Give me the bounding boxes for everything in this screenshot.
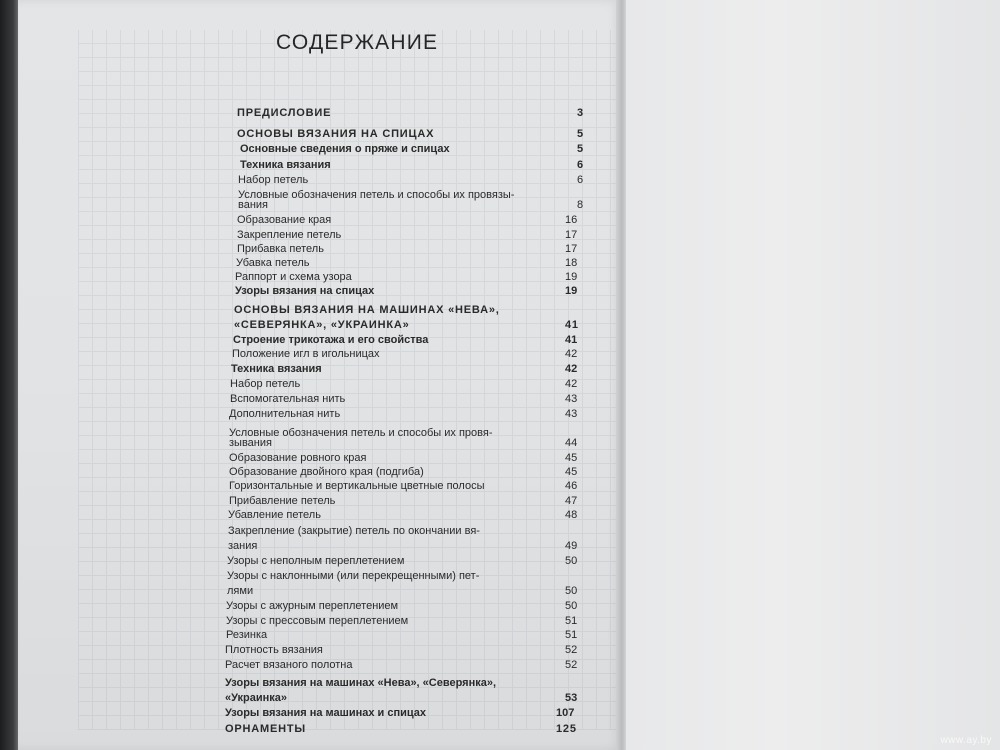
toc-entry-title: Основные сведения о пряже и спицах	[240, 143, 450, 155]
toc-entry	[18, 569, 622, 584]
toc-entry-page: 8	[577, 199, 584, 211]
toc-entry-title: Раппорт и схема узора	[235, 271, 352, 283]
page-title: СОДЕРЖАНИЕ	[276, 31, 439, 54]
toc-entry	[18, 628, 622, 643]
toc-entry-page: 19	[565, 271, 578, 283]
toc-entry	[18, 256, 622, 271]
toc-entry	[18, 362, 622, 377]
toc-entry-title: зания	[228, 540, 258, 552]
toc-entry	[18, 333, 622, 348]
toc-entry-title: Резинка	[226, 629, 268, 641]
toc-entry	[18, 465, 622, 480]
toc-entry	[18, 584, 622, 599]
toc-entry-title: зывания	[229, 437, 272, 449]
toc-entry-title: ОСНОВЫ ВЯЗАНИЯ НА СПИЦАХ	[237, 128, 435, 140]
toc-entry-page: 5	[577, 128, 584, 140]
toc-entry	[18, 508, 622, 523]
toc-entry-page: 50	[565, 600, 578, 612]
watermark: www.ay.by	[940, 735, 992, 746]
toc-entry-page: 6	[577, 174, 584, 186]
toc-entry	[18, 198, 622, 213]
toc-entry-title: Убавление петель	[228, 509, 321, 521]
toc-entry	[18, 451, 622, 466]
toc-entry-page: 50	[565, 555, 578, 567]
toc-entry-title: Образование края	[237, 214, 332, 226]
toc-entry-title: Строение трикотажа и его свойства	[233, 334, 429, 346]
toc-entry-title: «СЕВЕРЯНКА», «УКРАИНКА»	[234, 319, 410, 331]
toc-entry-page: 43	[565, 393, 578, 405]
toc-entry-title: Узоры вязания на машинах и спицах	[225, 707, 427, 719]
toc-entry-title: Узоры с ажурным переплетением	[226, 600, 399, 612]
toc-entry-page: 6	[577, 159, 584, 171]
toc-entry	[18, 284, 622, 299]
toc-entry	[18, 347, 622, 362]
toc-entry-title: ПРЕДИСЛОВИЕ	[237, 107, 332, 119]
toc-entry	[18, 554, 622, 569]
toc-entry-title: Закрепление (закрытие) петель по окончании вя-	[228, 525, 480, 537]
toc-entry	[18, 599, 622, 614]
toc-entry	[18, 706, 622, 721]
toc-entry	[18, 377, 622, 392]
toc-entry-title: вания	[238, 199, 269, 211]
toc-entry-page: 45	[565, 452, 578, 464]
toc-entry-title: Дополнительная нить	[229, 408, 341, 420]
toc-entry-page: 107	[556, 707, 575, 719]
toc-entry	[18, 524, 622, 539]
toc-entry-page: 42	[565, 363, 578, 375]
toc-entry	[18, 658, 622, 673]
toc-entry-title: Прибавление петель	[229, 495, 336, 507]
toc-entry	[18, 318, 622, 333]
toc-entry-page: 53	[565, 692, 578, 704]
book-page	[18, 0, 622, 750]
toc-entry-page: 46	[565, 480, 578, 492]
toc-entry-page: 41	[565, 334, 578, 346]
toc-entry-title: ОСНОВЫ ВЯЗАНИЯ НА МАШИНАХ «НЕВА»,	[234, 304, 500, 316]
toc-entry-page: 18	[565, 257, 578, 269]
toc-entry	[18, 407, 622, 422]
toc-entry-title: Техника вязания	[240, 159, 331, 171]
toc-entry	[18, 270, 622, 285]
toc-entry-title: Набор петель	[230, 378, 301, 390]
toc-entry-page: 52	[565, 644, 578, 656]
toc-entry	[18, 691, 622, 706]
toc-entry	[18, 228, 622, 243]
toc-entry-title: Узоры с наклонными (или перекрещенными) пет-	[227, 570, 480, 582]
toc-entry-page: 3	[577, 107, 584, 119]
toc-entry-page: 51	[565, 629, 578, 641]
toc-entry-title: Узоры вязания на машинах «Нева», «Северянка»,	[225, 677, 497, 689]
toc-entry-title: Расчет вязаного полотна	[225, 659, 353, 671]
toc-entry-page: 17	[565, 243, 578, 255]
toc-entry-title: Условные обозначения петель и способы их провя-	[229, 427, 493, 439]
toc-entry-title: Техника вязания	[231, 363, 322, 375]
toc-entry-page: 41	[565, 319, 579, 331]
toc-entry	[18, 539, 622, 554]
toc-entry	[18, 494, 622, 509]
toc-entry-title: Вспомогательная нить	[230, 393, 346, 405]
toc-entry-title: Узоры с прессовым переплетением	[226, 615, 409, 627]
toc-entry-page: 47	[565, 495, 578, 507]
toc-entry-page: 16	[565, 214, 578, 226]
toc-entry	[18, 173, 622, 188]
toc-entry-page: 42	[565, 378, 578, 390]
toc-entry-title: Условные обозначения петель и способы их провязы-	[238, 189, 515, 201]
toc-entry-page: 5	[577, 143, 584, 155]
toc-entry-title: Узоры вязания на спицах	[235, 285, 375, 297]
toc-entry	[18, 158, 622, 173]
toc-entry	[18, 303, 622, 318]
toc-entry	[18, 436, 622, 451]
toc-entry-title: Образование двойного края (подгиба)	[229, 466, 424, 478]
toc-entry-title: Набор петель	[238, 174, 309, 186]
toc-entry-page: 19	[565, 285, 578, 297]
toc-entry	[18, 614, 622, 629]
toc-entry-title: Прибавка петель	[237, 243, 324, 255]
toc-entry-title: Узоры с неполным переплетением	[227, 555, 405, 567]
toc-entry	[18, 392, 622, 407]
toc-entry-page: 52	[565, 659, 578, 671]
toc-entry	[18, 142, 622, 157]
toc-entry-title: Образование ровного края	[229, 452, 367, 464]
toc-entry	[18, 213, 622, 228]
toc-entry-title: ОРНАМЕНТЫ	[225, 723, 306, 735]
toc-entry-title: лями	[227, 585, 254, 597]
toc-entry	[18, 643, 622, 658]
toc-entry-page: 48	[565, 509, 578, 521]
toc-entry-page: 17	[565, 229, 578, 241]
toc-entry	[18, 106, 622, 121]
toc-entry-page: 45	[565, 466, 578, 478]
toc-entry	[18, 242, 622, 257]
toc-entry-page: 125	[556, 723, 577, 735]
toc-entry-page: 49	[565, 540, 578, 552]
toc-entry-title: Горизонтальные и вертикальные цветные полосы	[229, 480, 485, 492]
toc-entry	[18, 722, 622, 737]
toc-entry-page: 42	[565, 348, 578, 360]
toc-entry-page: 51	[565, 615, 578, 627]
toc-entry-page: 44	[565, 437, 578, 449]
toc-entry-page: 50	[565, 585, 578, 597]
toc-entry	[18, 676, 622, 691]
toc-entry-page: 43	[565, 408, 578, 420]
toc-entry-title: Положение игл в игольницах	[232, 348, 380, 360]
toc-entry-title: Закрепление петель	[237, 229, 342, 241]
toc-entry-title: «Украинка»	[225, 692, 288, 704]
toc-entry-title: Убавка петель	[236, 257, 310, 269]
toc-entry-title: Плотность вязания	[225, 644, 323, 656]
facing-page	[626, 0, 1000, 750]
toc-entry	[18, 479, 622, 494]
toc-entry	[18, 127, 622, 142]
